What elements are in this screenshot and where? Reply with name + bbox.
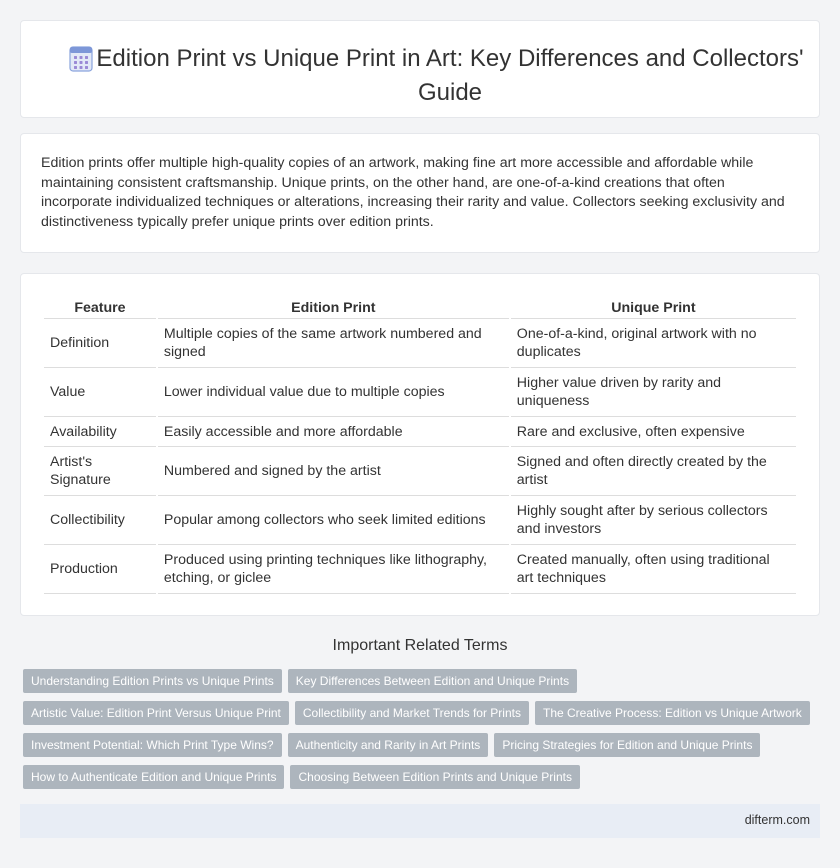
row-feature: Collectibility [44,496,156,545]
related-term-link[interactable]: Understanding Edition Prints vs Unique Prints [23,669,282,693]
related-term-link[interactable]: Artistic Value: Edition Print Versus Unique Print [23,701,289,725]
header-edition-print: Edition Print [158,295,509,319]
header-card [20,20,820,118]
footer-site-link[interactable]: difterm.com [744,813,810,827]
tag-row [23,765,823,797]
table-header-row [44,295,796,319]
row-unique: Higher value driven by rarity and uniqueness [511,368,796,417]
table-row [44,319,796,368]
intro-card [20,133,820,253]
related-term-link[interactable]: Choosing Between Edition Prints and Unique Prints [290,765,580,789]
footer [20,804,820,838]
tag-row [23,701,823,733]
row-edition: Produced using printing techniques like lithography, etching, or giclee [158,545,509,594]
table-row [44,368,796,417]
row-feature: Value [44,368,156,417]
related-terms-list [23,669,823,797]
related-term-link[interactable]: Key Differences Between Edition and Unique Prints [288,669,577,693]
row-feature: Availability [44,417,156,447]
tag-row [23,733,823,765]
row-edition: Easily accessible and more affordable [158,417,509,447]
table-row [44,496,796,545]
page-title: Edition Print vs Unique Print in Art: Key Differences and Collectors' Guide [96,45,804,106]
tag-row [23,669,823,701]
table-row [44,417,796,447]
comparison-card [20,273,820,616]
row-unique: Created manually, often using traditional art techniques [511,545,796,594]
comparison-table [42,295,798,594]
row-feature: Definition [44,319,156,368]
related-term-link[interactable]: Pricing Strategies for Edition and Unique Prints [494,733,760,757]
related-term-link[interactable]: How to Authenticate Edition and Unique Prints [23,765,284,789]
row-edition: Popular among collectors who seek limited editions [158,496,509,545]
header-feature: Feature [44,295,156,319]
table-row [44,545,796,594]
related-terms-title: Important Related Terms [332,637,508,654]
row-edition: Multiple copies of the same artwork numbered and signed [158,319,509,368]
row-unique: Signed and often directly created by the artist [511,447,796,496]
related-term-link[interactable]: Collectibility and Market Trends for Prints [295,701,529,725]
row-feature: Production [44,545,156,594]
row-unique: Highly sought after by serious collectors and investors [511,496,796,545]
table-row [44,447,796,496]
row-edition: Lower individual value due to multiple copies [158,368,509,417]
row-unique: Rare and exclusive, often expensive [511,417,796,447]
related-term-link[interactable]: The Creative Process: Edition vs Unique Artwork [535,701,810,725]
header-unique-print: Unique Print [511,295,796,319]
related-term-link[interactable]: Authenticity and Rarity in Art Prints [288,733,489,757]
intro-text: Edition prints offer multiple high-quality copies of an artwork, making fine art more accessible and affordable while maintaining consistent craftsmanship. Unique prints, on the other hand, are one-of-a-kind creations that often incorporate individualized techniques or alterations, increasing their rarity and value. Collectors seeking exclusivity and distinctiveness typically prefer unique prints over edition prints. [41,155,785,230]
row-feature: Artist's Signature [44,447,156,496]
related-term-link[interactable]: Investment Potential: Which Print Type Wins? [23,733,282,757]
row-edition: Numbered and signed by the artist [158,447,509,496]
row-unique: One-of-a-kind, original artwork with no duplicates [511,319,796,368]
